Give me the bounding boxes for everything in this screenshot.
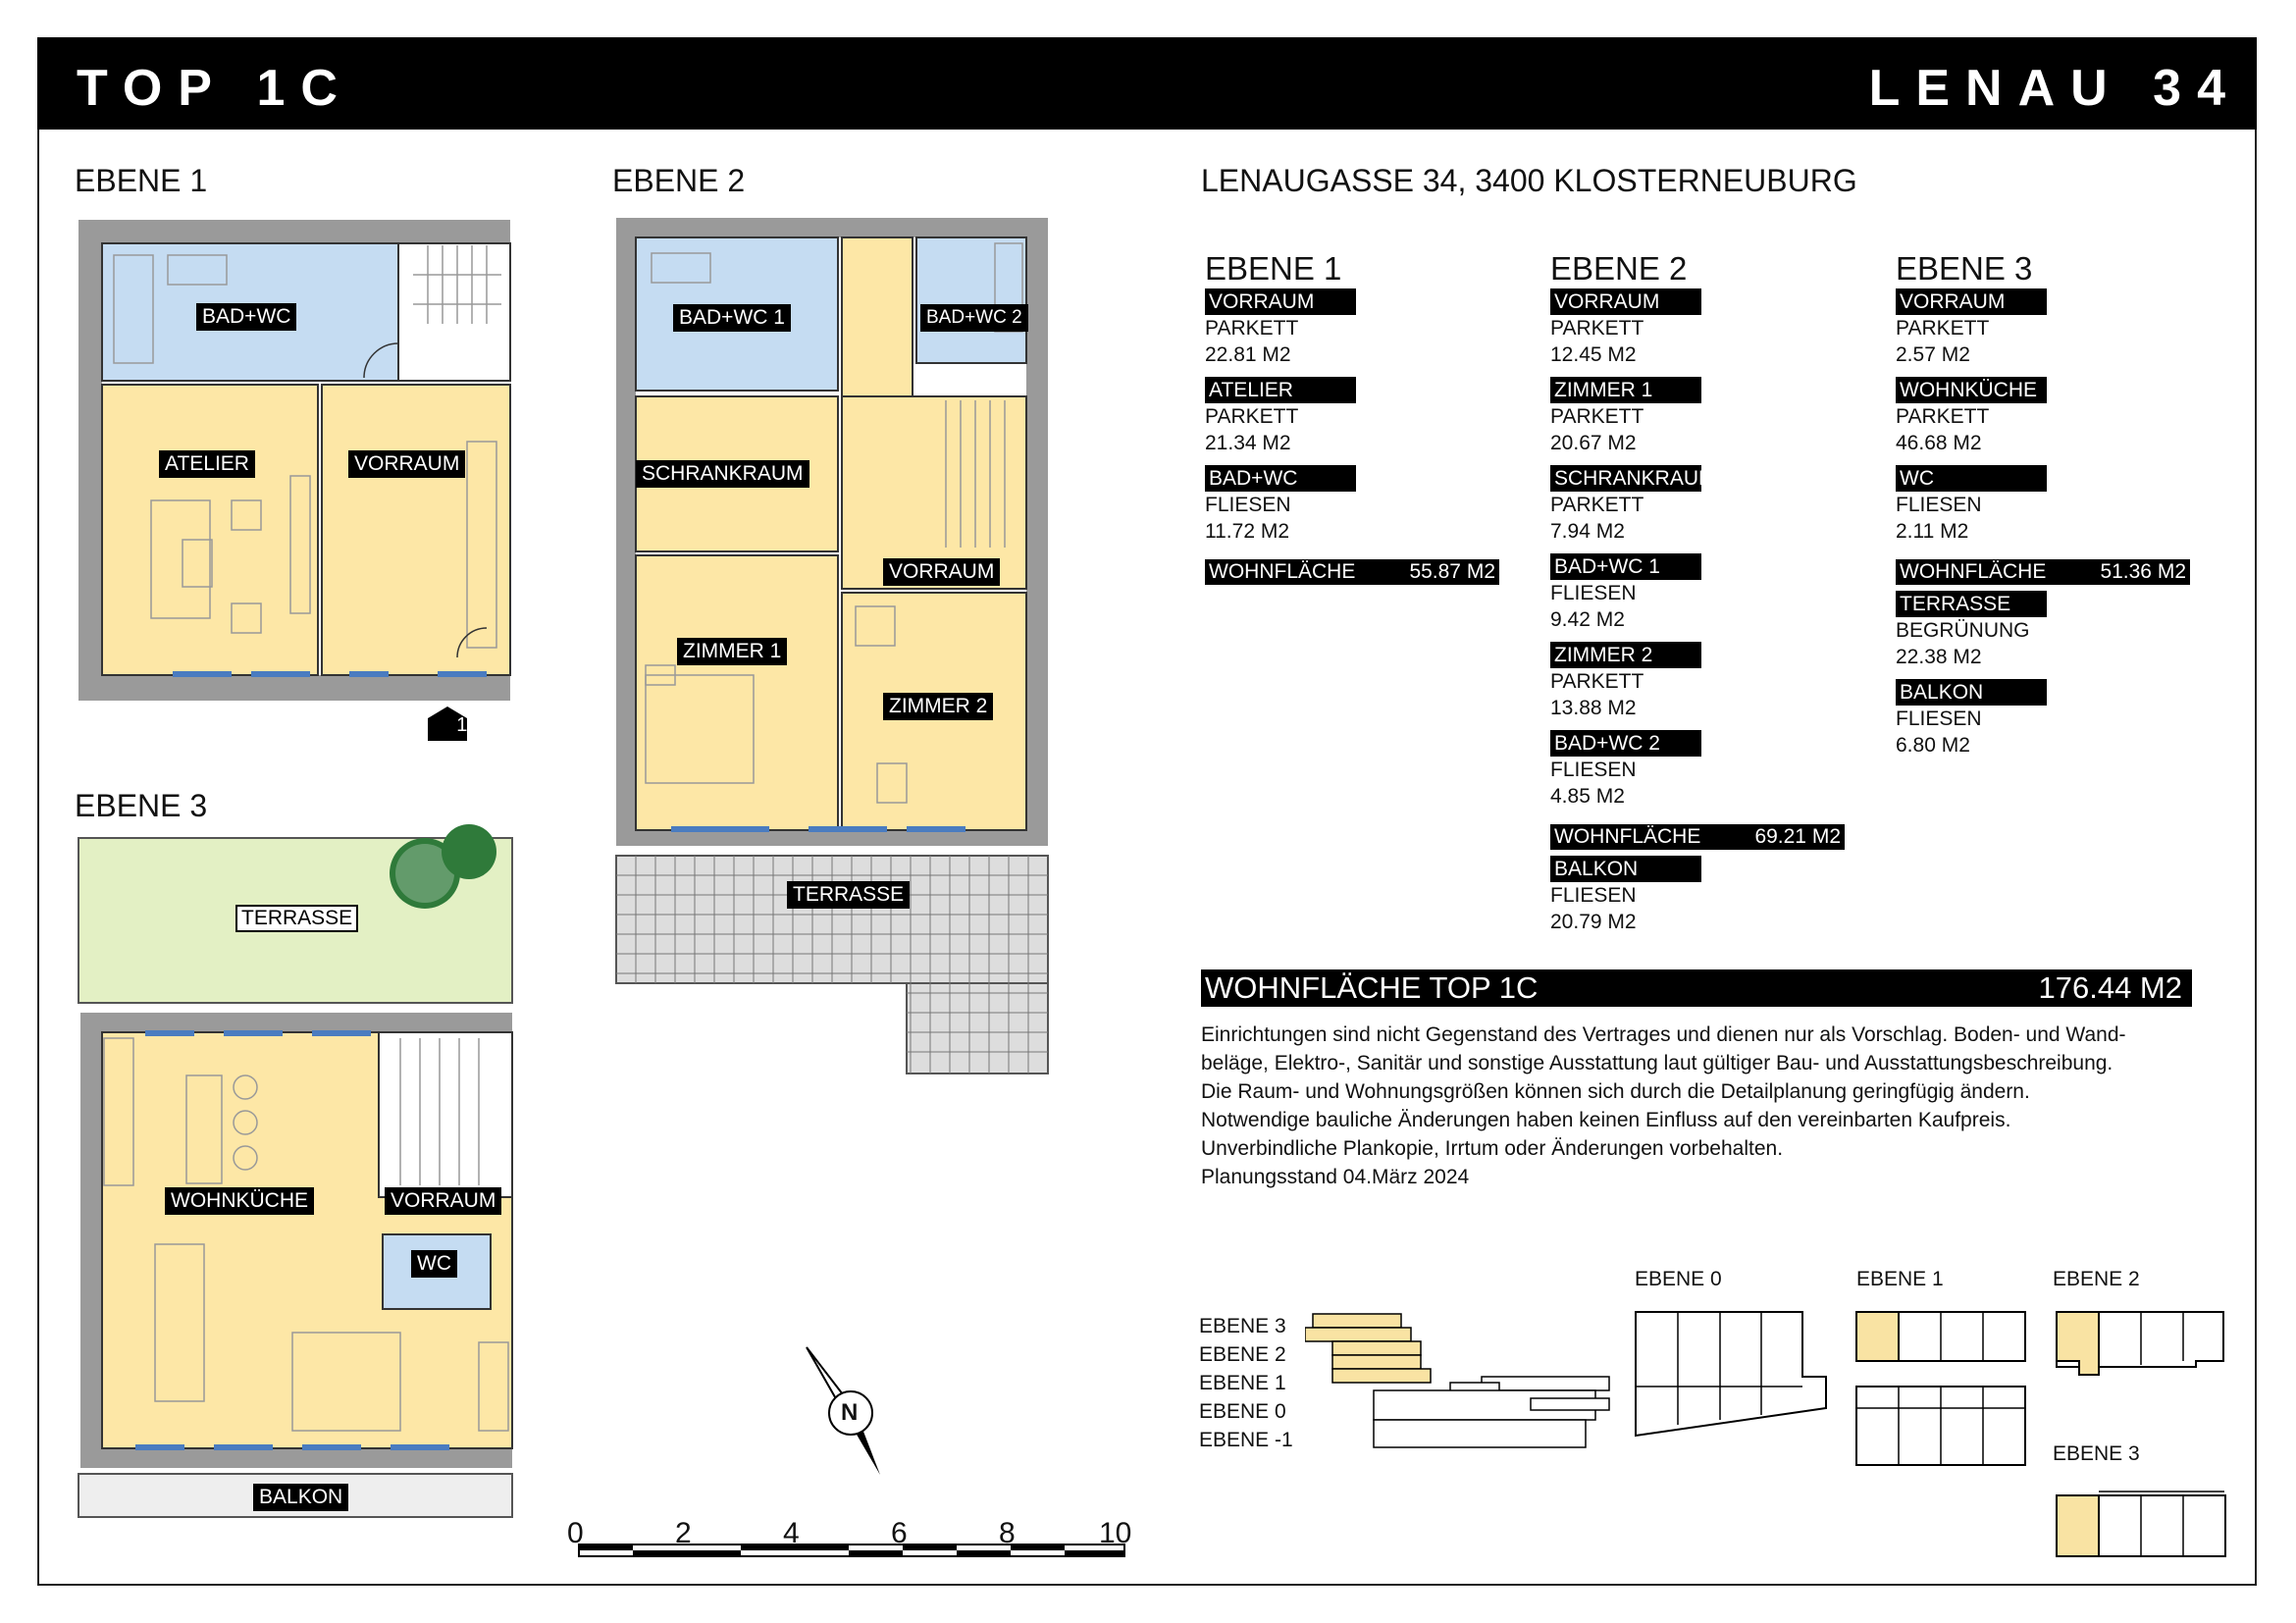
area-row-area: 9.42 M2 xyxy=(1550,608,1625,631)
area-row-name: TERRASSE xyxy=(1896,591,2047,617)
room-label: WC xyxy=(411,1250,457,1278)
keyplan-ebene0-drawing xyxy=(1634,1310,1830,1438)
area-row-material: PARKETT xyxy=(1205,405,1299,428)
total-value: 176.44 M2 xyxy=(2038,970,2182,1005)
area-row-material: PARKETT xyxy=(1205,317,1299,340)
level-living-area-value: 69.21 M2 xyxy=(1754,825,1841,848)
area-row-name: VORRAUM xyxy=(1896,288,2047,315)
area-row xyxy=(1205,377,1356,456)
section-level-label: EBENE 1 xyxy=(1199,1372,1286,1394)
room-label: VORRAUM xyxy=(385,1187,501,1215)
section-level-label: EBENE 2 xyxy=(1199,1343,1286,1366)
area-row-material: PARKETT xyxy=(1550,494,1644,516)
area-row-area: 21.34 M2 xyxy=(1205,432,1291,454)
area-row-material: PARKETT xyxy=(1896,317,1990,340)
floorplan-ebene1-drawing xyxy=(75,216,511,746)
section-level-label: EBENE -1 xyxy=(1199,1429,1293,1451)
area-row-material: FLIESEN xyxy=(1205,494,1291,516)
area-row xyxy=(1896,465,2047,545)
level-living-area-value: 55.87 M2 xyxy=(1409,560,1495,583)
area-row-area: 11.72 M2 xyxy=(1205,520,1289,543)
keyplan-ebene3 xyxy=(2055,1488,2231,1560)
plan-title-ebene1: EBENE 1 xyxy=(75,163,208,198)
area-row-material: FLIESEN xyxy=(1550,759,1637,781)
level-living-area-label: WOHNFLÄCHE xyxy=(1900,560,2047,583)
area-row-material: PARKETT xyxy=(1896,405,1990,428)
area-row xyxy=(1550,465,1716,545)
disclaimer-line: Planungsstand 04.März 2024 xyxy=(1201,1166,1470,1188)
table-title: EBENE 1 xyxy=(1205,250,1342,287)
area-row-area: 20.67 M2 xyxy=(1550,432,1637,454)
area-row-name: BAD+WC xyxy=(1205,465,1356,492)
keyplan-ebene2-drawing xyxy=(2055,1310,2231,1379)
area-row-material: PARKETT xyxy=(1550,670,1644,693)
section-diagram xyxy=(1305,1310,1619,1457)
total-living-area xyxy=(1201,969,2192,1007)
area-row-area: 6.80 M2 xyxy=(1896,734,1970,757)
compass-north-label: N xyxy=(841,1399,859,1426)
area-row-name: BALKON xyxy=(1550,856,1701,882)
scale-tick: 4 xyxy=(783,1517,800,1549)
level-living-area xyxy=(1896,559,2190,585)
level-living-area-label: WOHNFLÄCHE xyxy=(1554,825,1701,848)
area-row-material: PARKETT xyxy=(1550,405,1644,428)
room-label: ZIMMER 1 xyxy=(677,638,787,665)
scale-tick: 8 xyxy=(999,1517,1016,1549)
area-row-name: BAD+WC 2 xyxy=(1550,730,1701,757)
disclaimer-line: Einrichtungen sind nicht Gegenstand des Vertrages und dienen nur als Vorschlag. Boden- und Wand- xyxy=(1201,1023,2126,1046)
area-row-material: FLIESEN xyxy=(1550,884,1637,907)
scale-tick: 6 xyxy=(891,1517,908,1549)
disclaimer-line: Die Raum- und Wohnungsgrößen können sich durch die Detailplanung geringfügig ändern. xyxy=(1201,1080,2030,1103)
area-row-name: WC xyxy=(1896,465,2047,492)
room-label: ATELIER xyxy=(159,450,255,478)
room-label: WOHNKÜCHE xyxy=(165,1187,314,1215)
area-row-area: 2.57 M2 xyxy=(1896,343,1970,366)
keyplan-label: EBENE 1 xyxy=(1856,1268,1944,1290)
area-row-area: 4.85 M2 xyxy=(1550,785,1625,808)
area-row-material: FLIESEN xyxy=(1896,707,1982,730)
disclaimer-line: Unverbindliche Plankopie, Irrtum oder Änderungen vorbehalten. xyxy=(1201,1137,1784,1160)
floorplan-ebene1 xyxy=(75,216,511,746)
section-diagram-drawing xyxy=(1305,1310,1619,1457)
area-row-area: 7.94 M2 xyxy=(1550,520,1625,543)
area-row-area: 2.11 M2 xyxy=(1896,520,1969,543)
keyplan-label: EBENE 3 xyxy=(2053,1442,2140,1465)
section-level-label: EBENE 3 xyxy=(1199,1315,1286,1337)
room-label: BAD+WC 1 xyxy=(673,304,791,332)
area-row-name: BAD+WC 1 xyxy=(1550,553,1701,580)
disclaimer xyxy=(1201,1021,2221,1191)
area-row xyxy=(1205,465,1356,545)
area-row-material: FLIESEN xyxy=(1896,494,1982,516)
area-row xyxy=(1550,856,1701,935)
area-row xyxy=(1550,553,1701,633)
area-row-name: VORRAUM xyxy=(1205,288,1356,315)
area-row-name: ZIMMER 1 xyxy=(1550,377,1701,403)
scale-bar-drawing xyxy=(569,1541,1138,1560)
total-label: WOHNFLÄCHE TOP 1C xyxy=(1205,970,1539,1005)
area-row-name: VORRAUM xyxy=(1550,288,1701,315)
disclaimer-line: beläge, Elektro-, Sanitär und sonstige Ausstattung laut gültiger Bau- und Ausstattungsbeschreibung. xyxy=(1201,1052,2113,1074)
room-label: BAD+WC xyxy=(196,303,296,331)
level-living-area-value: 51.36 M2 xyxy=(2100,560,2186,583)
area-row-material: BEGRÜNUNG xyxy=(1896,619,2030,642)
room-label: TERRASSE xyxy=(235,905,358,932)
plan-title-ebene2: EBENE 2 xyxy=(612,163,746,198)
scale-tick: 2 xyxy=(675,1517,692,1549)
scale-bar xyxy=(569,1541,1138,1560)
room-label: BAD+WC 2 xyxy=(920,304,1028,332)
keyplan-ebene3-drawing xyxy=(2055,1488,2231,1560)
room-label: ZIMMER 2 xyxy=(883,693,993,720)
level-living-area-label: WOHNFLÄCHE xyxy=(1209,560,1356,583)
keyplan-ebene2 xyxy=(2055,1310,2231,1379)
area-row xyxy=(1550,288,1701,368)
area-row-area: 20.79 M2 xyxy=(1550,911,1637,933)
area-row-name: ATELIER xyxy=(1205,377,1356,403)
area-row-name: BALKON xyxy=(1896,679,2047,706)
area-row xyxy=(1550,377,1701,456)
area-row xyxy=(1896,377,2047,456)
plan-title-ebene3: EBENE 3 xyxy=(75,788,208,823)
area-row-name: WOHNKÜCHE xyxy=(1896,377,2047,403)
header-bar xyxy=(37,37,2257,130)
room-label: BALKON xyxy=(253,1484,348,1511)
keyplan-label: EBENE 0 xyxy=(1635,1268,1722,1290)
area-row-name: SCHRANKRAUM xyxy=(1550,465,1701,492)
area-row-material: FLIESEN xyxy=(1550,582,1637,604)
level-living-area xyxy=(1205,559,1499,585)
area-row xyxy=(1550,642,1701,721)
area-row-name: ZIMMER 2 xyxy=(1550,642,1701,668)
table-title: EBENE 2 xyxy=(1550,250,1688,287)
area-row xyxy=(1896,288,2047,368)
table-title: EBENE 3 xyxy=(1896,250,2033,287)
keyplan-label: EBENE 2 xyxy=(2053,1268,2140,1290)
level-living-area xyxy=(1550,824,1845,850)
area-row-material: PARKETT xyxy=(1550,317,1644,340)
entrance-label: 1C xyxy=(456,714,482,736)
keyplan-ebene0 xyxy=(1634,1310,1830,1438)
area-row-area: 22.38 M2 xyxy=(1896,646,1982,668)
address: LENAUGASSE 34, 3400 KLOSTERNEUBURG xyxy=(1201,163,1857,198)
area-row xyxy=(1205,288,1356,368)
project-title: LENAU 34 xyxy=(1868,60,2241,117)
area-row-area: 13.88 M2 xyxy=(1550,697,1637,719)
disclaimer-line: Notwendige bauliche Änderungen haben keinen Einfluss auf den vereinbarten Kaufpreis. xyxy=(1201,1109,2011,1131)
area-row xyxy=(1550,730,1701,810)
scale-tick: 0 xyxy=(567,1517,584,1549)
keyplan-ebene1-drawing xyxy=(1854,1310,2031,1467)
room-label: VORRAUM xyxy=(348,450,465,478)
area-row-area: 46.68 M2 xyxy=(1896,432,1982,454)
room-label: VORRAUM xyxy=(883,558,1000,586)
scale-tick: 10 xyxy=(1099,1517,1132,1549)
area-row xyxy=(1896,679,2047,759)
room-label: SCHRANKRAUM xyxy=(636,460,809,488)
section-level-label: EBENE 0 xyxy=(1199,1400,1286,1423)
apartment-title: TOP 1C xyxy=(77,60,353,117)
area-row-area: 12.45 M2 xyxy=(1550,343,1637,366)
area-row-area: 22.81 M2 xyxy=(1205,343,1291,366)
keyplan-ebene1 xyxy=(1854,1310,2031,1467)
room-label: TERRASSE xyxy=(787,881,910,909)
area-row xyxy=(1896,591,2047,670)
